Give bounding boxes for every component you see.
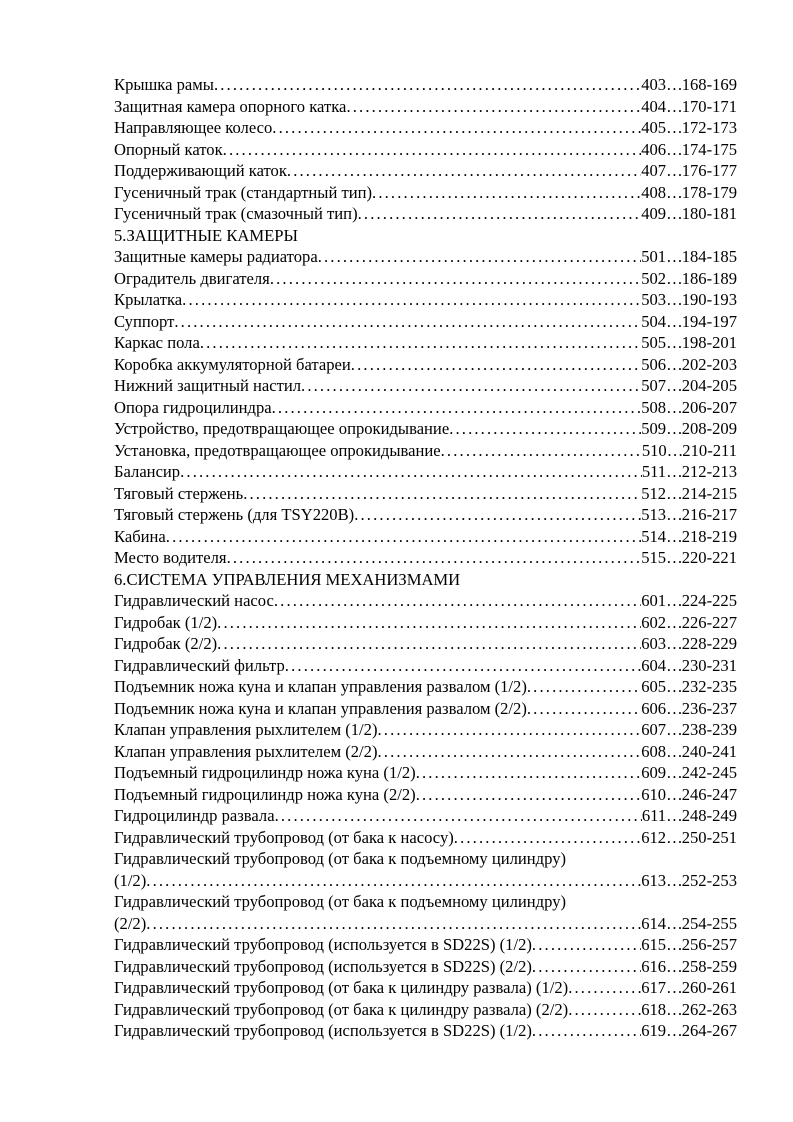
toc-entry-title: Подъемник ножа куна и клапан управления развалом (1/2) <box>114 677 527 696</box>
toc-entry-title: Тяговый стержень (для TSY220B) <box>114 505 355 524</box>
toc-entry-code: 613 <box>641 870 667 890</box>
toc-entry-title: Кабина <box>114 526 166 546</box>
dot-leader <box>358 203 642 225</box>
toc-entry-pages: 256-257 <box>681 935 737 954</box>
toc-entry <box>114 741 737 763</box>
toc-entry-title: (2/2) <box>114 913 147 933</box>
dot-leader <box>287 160 641 182</box>
toc-entry <box>114 332 737 354</box>
toc-entry-separator: … <box>666 182 682 202</box>
toc-entry-separator: … <box>666 397 682 417</box>
toc-entry-pages: 232-235 <box>681 677 737 696</box>
toc-entry <box>114 676 737 698</box>
dot-leader <box>449 418 641 440</box>
toc-entry <box>114 311 737 333</box>
toc-entry-separator: … <box>666 440 683 460</box>
dot-leader <box>223 139 642 161</box>
section-heading-6: 6.СИСТЕМА УПРАВЛЕНИЯ МЕХАНИЗМАМИ <box>114 569 461 589</box>
dot-leader <box>416 762 642 784</box>
toc-entry-code: 606 <box>641 698 667 718</box>
toc-entry-separator: … <box>666 354 682 374</box>
toc-entry-code: 612 <box>641 827 667 847</box>
toc-entry <box>114 805 737 827</box>
toc-entry-title: Подъемник ножа куна и клапан управления развалом (2/2) <box>114 698 527 718</box>
toc-entry-separator: … <box>666 634 682 653</box>
toc-entry-pages: 226-227 <box>681 612 737 632</box>
toc-entry-code: 408 <box>641 182 667 202</box>
toc-entry-pages: 186-189 <box>681 268 737 288</box>
toc-entry <box>114 698 737 720</box>
toc-entry-pages: 176-177 <box>681 161 737 180</box>
toc-entry-pages: 184-185 <box>681 247 737 266</box>
toc-entry-separator: … <box>666 419 682 438</box>
toc-entry-code: 409 <box>641 204 667 223</box>
toc-entry-pages: 260-261 <box>681 978 737 997</box>
toc-entry-pages: 204-205 <box>681 376 737 395</box>
toc-entry-code: 601 <box>641 591 667 610</box>
toc-group-section6-cont <box>114 934 737 1042</box>
toc-entry-code: 513 <box>641 505 667 524</box>
toc-entry-pages: 212-213 <box>681 462 737 481</box>
toc-entry-separator: … <box>666 956 682 976</box>
toc-entry-title: Крылатка <box>114 290 183 309</box>
toc-entry-separator: … <box>666 505 682 524</box>
dot-leader <box>441 440 642 462</box>
toc-entry-pages: 198-201 <box>681 333 737 352</box>
toc-entry-title: Подъемный гидроцилиндр ножа куна (2/2) <box>114 784 416 804</box>
toc-entry <box>114 504 737 526</box>
toc-entry <box>114 870 737 892</box>
dot-leader <box>270 268 641 290</box>
toc-entry <box>114 590 737 612</box>
toc-entry-title: Направляющее колесо <box>114 118 273 137</box>
toc-entry-separator: … <box>666 247 682 266</box>
toc-entry <box>114 655 737 677</box>
toc-entry-pages: 230-231 <box>681 655 737 675</box>
toc-entry-separator: … <box>666 1021 682 1040</box>
dot-leader <box>318 246 642 268</box>
toc-entry-title: Гидробак (1/2) <box>114 612 218 632</box>
toc-entry-title: Гусеничный трак (смазочный тип) <box>114 204 358 223</box>
toc-entry-title: Гидравлический трубопровод (от бака к цилиндру развала) (2/2) <box>114 999 569 1019</box>
toc-entry <box>114 139 737 161</box>
toc-entry <box>114 762 737 784</box>
toc-entry-pages: 264-267 <box>681 1021 737 1040</box>
dot-leader <box>527 676 641 698</box>
toc-entry <box>114 397 737 419</box>
toc-entry <box>114 483 737 505</box>
toc-entry <box>114 375 737 397</box>
toc-entry-pages: 174-175 <box>681 139 737 159</box>
toc-entry <box>114 633 737 655</box>
dot-leader <box>166 526 641 548</box>
toc-entry-separator: … <box>666 204 682 223</box>
dot-leader <box>272 397 642 419</box>
dot-leader <box>275 805 642 827</box>
toc-entry-pages: 202-203 <box>681 354 737 374</box>
toc-entry <box>114 160 737 182</box>
toc-entry-pages: 172-173 <box>681 118 737 137</box>
toc-entry <box>114 1020 737 1042</box>
toc-entry <box>114 461 737 483</box>
toc-entry <box>114 547 737 569</box>
toc-entry-title: Нижний защитный настил <box>114 376 302 395</box>
toc-entry-pages: 238-239 <box>681 720 737 739</box>
dot-leader <box>217 633 641 655</box>
toc-entry-code: 611 <box>641 806 667 825</box>
toc-entry-code: 604 <box>641 655 667 675</box>
toc-entry-separator: … <box>666 827 682 847</box>
toc-entry-pages: 252-253 <box>681 870 737 890</box>
toc-entry-pages: 258-259 <box>681 956 737 976</box>
toc-entry-code: 514 <box>641 526 667 546</box>
toc-entry-separator: … <box>666 978 682 997</box>
toc-entry-code: 502 <box>641 268 667 288</box>
toc-entry-code: 511 <box>641 462 667 481</box>
toc-entry-separator: … <box>666 462 682 481</box>
toc-entry-separator: … <box>666 935 682 954</box>
toc-entry-pages: 250-251 <box>681 827 737 847</box>
toc-entry-separator: … <box>666 290 682 309</box>
toc-entry-title: Гидроцилиндр развала <box>114 806 275 825</box>
toc-entry-pages: 242-245 <box>681 763 737 782</box>
toc-entry-title: Опора гидроцилиндра <box>114 397 272 417</box>
toc-entry-pages: 254-255 <box>681 913 737 933</box>
dot-leader <box>454 827 641 849</box>
dot-leader <box>243 483 641 505</box>
toc-entry-separator: … <box>666 161 682 180</box>
toc-entry-pages: 168-169 <box>681 75 737 94</box>
toc-entry-separator: … <box>666 677 682 696</box>
toc-entry-pages: 210-211 <box>682 440 737 460</box>
toc-entry <box>114 354 737 376</box>
toc-entry-code: 607 <box>641 720 667 739</box>
toc-entry-separator: … <box>666 139 682 159</box>
toc-entry-pages: 180-181 <box>681 204 737 223</box>
toc-entry-code: 605 <box>641 677 667 696</box>
toc-entry-pages: 216-217 <box>681 505 737 524</box>
toc-entry-separator: … <box>666 376 682 395</box>
toc-entry <box>114 827 737 849</box>
dot-leader <box>174 311 641 333</box>
toc-entry <box>114 612 737 634</box>
toc-entry-title: Поддерживающий каток <box>114 161 287 180</box>
toc-entry <box>114 999 737 1021</box>
toc-entry <box>114 719 737 741</box>
dot-leader <box>527 698 641 720</box>
toc-entry <box>114 418 737 440</box>
toc-entry-pages: 206-207 <box>681 397 737 417</box>
toc-entry-code: 508 <box>641 397 667 417</box>
toc-entry <box>114 182 737 204</box>
toc-entry-code: 618 <box>641 999 667 1019</box>
toc-entry-title: (1/2) <box>114 870 147 890</box>
toc-entry-code: 610 <box>641 784 667 804</box>
toc-entry-code: 406 <box>641 139 667 159</box>
toc-entry-pages: 190-193 <box>681 290 737 309</box>
toc-entry-title: Суппорт <box>114 311 175 331</box>
dot-leader <box>301 375 641 397</box>
section-heading-5: 5.ЗАЩИТНЫЕ КАМЕРЫ <box>114 225 298 245</box>
dot-leader <box>285 655 641 677</box>
toc-entry-title: Место водителя <box>114 548 227 567</box>
toc-entry-code: 505 <box>641 333 667 352</box>
table-of-contents <box>114 74 737 1042</box>
dot-leader <box>182 289 641 311</box>
toc-entry-separator: … <box>666 548 682 567</box>
toc-entry-title: Защитная камера опорного катка <box>114 96 347 116</box>
dot-leader <box>532 1020 641 1042</box>
toc-entry-code: 403 <box>641 75 667 94</box>
toc-entry <box>114 934 737 956</box>
toc-entry-title: Опорный каток <box>114 139 223 159</box>
toc-entry-code: 506 <box>641 354 667 374</box>
toc-entry-separator: … <box>666 75 682 94</box>
dot-leader <box>146 870 641 892</box>
toc-entry-separator: … <box>666 870 682 890</box>
toc-entry-title-wrapped: Гидравлический трубопровод (от бака к подъемному цилиндру) <box>114 849 567 868</box>
toc-entry-title: Клапан управления рыхлителем (1/2) <box>114 720 378 739</box>
toc-entry-code: 615 <box>641 935 667 954</box>
toc-entry-title: Гидравлический трубопровод (используется в SD22S) (1/2) <box>114 1021 532 1040</box>
toc-entry-code: 616 <box>641 956 667 976</box>
toc-entry-pages: 208-209 <box>681 419 737 438</box>
toc-entry-code: 510 <box>641 440 667 460</box>
toc-entry-separator: … <box>666 483 682 503</box>
toc-entry-separator: … <box>666 698 682 718</box>
dot-leader <box>227 547 642 569</box>
toc-entry <box>114 74 737 96</box>
toc-entry-separator: … <box>666 96 682 116</box>
toc-entry-code: 501 <box>641 247 667 266</box>
toc-entry-code: 614 <box>641 913 667 933</box>
toc-group-section4 <box>114 74 737 225</box>
toc-entry-title: Гидравлический трубопровод (используется в SD22S) (2/2) <box>114 956 532 976</box>
dot-leader <box>214 74 641 96</box>
toc-entry-pages: 194-197 <box>681 311 737 331</box>
toc-entry-title: Клапан управления рыхлителем (2/2) <box>114 741 378 761</box>
toc-entry-pages: 220-221 <box>681 548 737 567</box>
dot-leader <box>146 913 641 935</box>
toc-entry <box>114 977 737 999</box>
dot-leader <box>416 784 642 806</box>
toc-entry-separator: … <box>666 333 682 352</box>
dot-leader <box>532 956 641 978</box>
dot-leader <box>200 332 641 354</box>
toc-entry <box>114 268 737 290</box>
toc-entry-separator: … <box>666 268 682 288</box>
dot-leader <box>180 461 642 483</box>
toc-entry-separator: … <box>666 784 682 804</box>
toc-entry <box>114 117 737 139</box>
toc-entry-separator: … <box>666 655 682 675</box>
toc-entry <box>114 913 737 935</box>
toc-entry-code: 512 <box>641 483 667 503</box>
toc-entry-separator: … <box>666 591 682 610</box>
toc-entry <box>114 246 737 268</box>
toc-entry-pages: 228-229 <box>681 634 737 653</box>
dot-leader <box>272 117 641 139</box>
toc-entry-title: Гидробак (2/2) <box>114 634 218 653</box>
toc-entry-pages: 178-179 <box>681 182 737 202</box>
toc-entry-code: 603 <box>641 634 667 653</box>
toc-entry-title: Устройство, предотвращающее опрокидывание <box>114 419 450 438</box>
toc-entry-pages: 170-171 <box>681 96 737 116</box>
dot-leader <box>274 590 641 612</box>
toc-entry-title: Коробка аккумуляторной батареи <box>114 354 351 374</box>
dot-leader <box>377 719 641 741</box>
toc-entry-pages: 248-249 <box>681 806 737 825</box>
toc-entry-title: Гидравлический трубопровод (от бака к цилиндру развала) (1/2) <box>114 978 569 997</box>
toc-entry-separator: … <box>666 118 682 137</box>
dot-leader <box>217 612 641 634</box>
toc-group-section5 <box>114 246 737 569</box>
dot-leader <box>372 182 641 204</box>
toc-entry <box>114 784 737 806</box>
toc-entry-code: 404 <box>641 96 667 116</box>
toc-entry-separator: … <box>666 806 682 825</box>
toc-entry <box>114 289 737 311</box>
toc-entry-title-wrapped: Гидравлический трубопровод (от бака к подъемному цилиндру) <box>114 892 567 911</box>
dot-leader <box>532 934 641 956</box>
toc-entry-title: Гидравлический фильтр <box>114 655 285 675</box>
toc-entry-code: 515 <box>641 548 667 567</box>
toc-entry-separator: … <box>666 999 682 1019</box>
toc-entry-separator: … <box>666 526 682 546</box>
toc-entry-separator: … <box>666 763 682 782</box>
toc-entry-title: Оградитель двигателя <box>114 268 270 288</box>
toc-entry-separator: … <box>666 311 682 331</box>
toc-group-section6 <box>114 590 737 848</box>
dot-leader <box>346 96 641 118</box>
toc-entry-separator: … <box>666 913 682 933</box>
toc-entry-title: Подъемный гидроцилиндр ножа куна (1/2) <box>114 763 416 782</box>
toc-entry-separator: … <box>666 741 682 761</box>
toc-entry <box>114 956 737 978</box>
toc-entry-code: 602 <box>641 612 667 632</box>
toc-entry-pages: 246-247 <box>681 784 737 804</box>
toc-entry-code: 619 <box>641 1021 667 1040</box>
toc-entry-code: 407 <box>641 161 667 180</box>
toc-entry-code: 608 <box>641 741 667 761</box>
dot-leader <box>351 354 641 376</box>
toc-entry-code: 405 <box>641 118 667 137</box>
toc-entry-title: Балансир <box>114 462 181 481</box>
toc-entry-separator: … <box>666 720 682 739</box>
toc-entry-title: Защитные камеры радиатора <box>114 247 318 266</box>
toc-entry-pages: 240-241 <box>681 741 737 761</box>
toc-entry-title: Гусеничный трак (стандартный тип) <box>114 182 373 202</box>
dot-leader <box>568 999 641 1021</box>
toc-entry-title: Гидравлический насос <box>114 591 274 610</box>
toc-entry <box>114 526 737 548</box>
toc-entry-code: 509 <box>641 419 667 438</box>
toc-entry-code: 609 <box>641 763 667 782</box>
toc-entry-title: Гидравлический трубопровод (от бака к насосу) <box>114 827 454 847</box>
toc-entry-pages: 218-219 <box>681 526 737 546</box>
toc-entry-title: Крышка рамы <box>114 75 214 94</box>
toc-entry-pages: 262-263 <box>681 999 737 1019</box>
toc-entry <box>114 440 737 462</box>
toc-entry-pages: 224-225 <box>681 591 737 610</box>
toc-entry-code: 617 <box>641 978 667 997</box>
toc-entry-code: 504 <box>641 311 667 331</box>
toc-entry <box>114 96 737 118</box>
dot-leader <box>568 977 641 999</box>
toc-entry-title: Установка, предотвращающее опрокидывание <box>114 440 441 460</box>
dot-leader <box>377 741 641 763</box>
toc-entry-code: 503 <box>641 290 667 309</box>
toc-entry-title: Каркас пола <box>114 333 200 352</box>
toc-entry-code: 507 <box>641 376 667 395</box>
toc-entry-separator: … <box>666 612 682 632</box>
toc-entry-title: Тяговый стержень <box>114 483 244 503</box>
dot-leader <box>354 504 641 526</box>
toc-entry-pages: 236-237 <box>681 698 737 718</box>
toc-entry-title: Гидравлический трубопровод (используется в SD22S) (1/2) <box>114 935 532 954</box>
toc-entry <box>114 203 737 225</box>
toc-entry-pages: 214-215 <box>681 483 737 503</box>
